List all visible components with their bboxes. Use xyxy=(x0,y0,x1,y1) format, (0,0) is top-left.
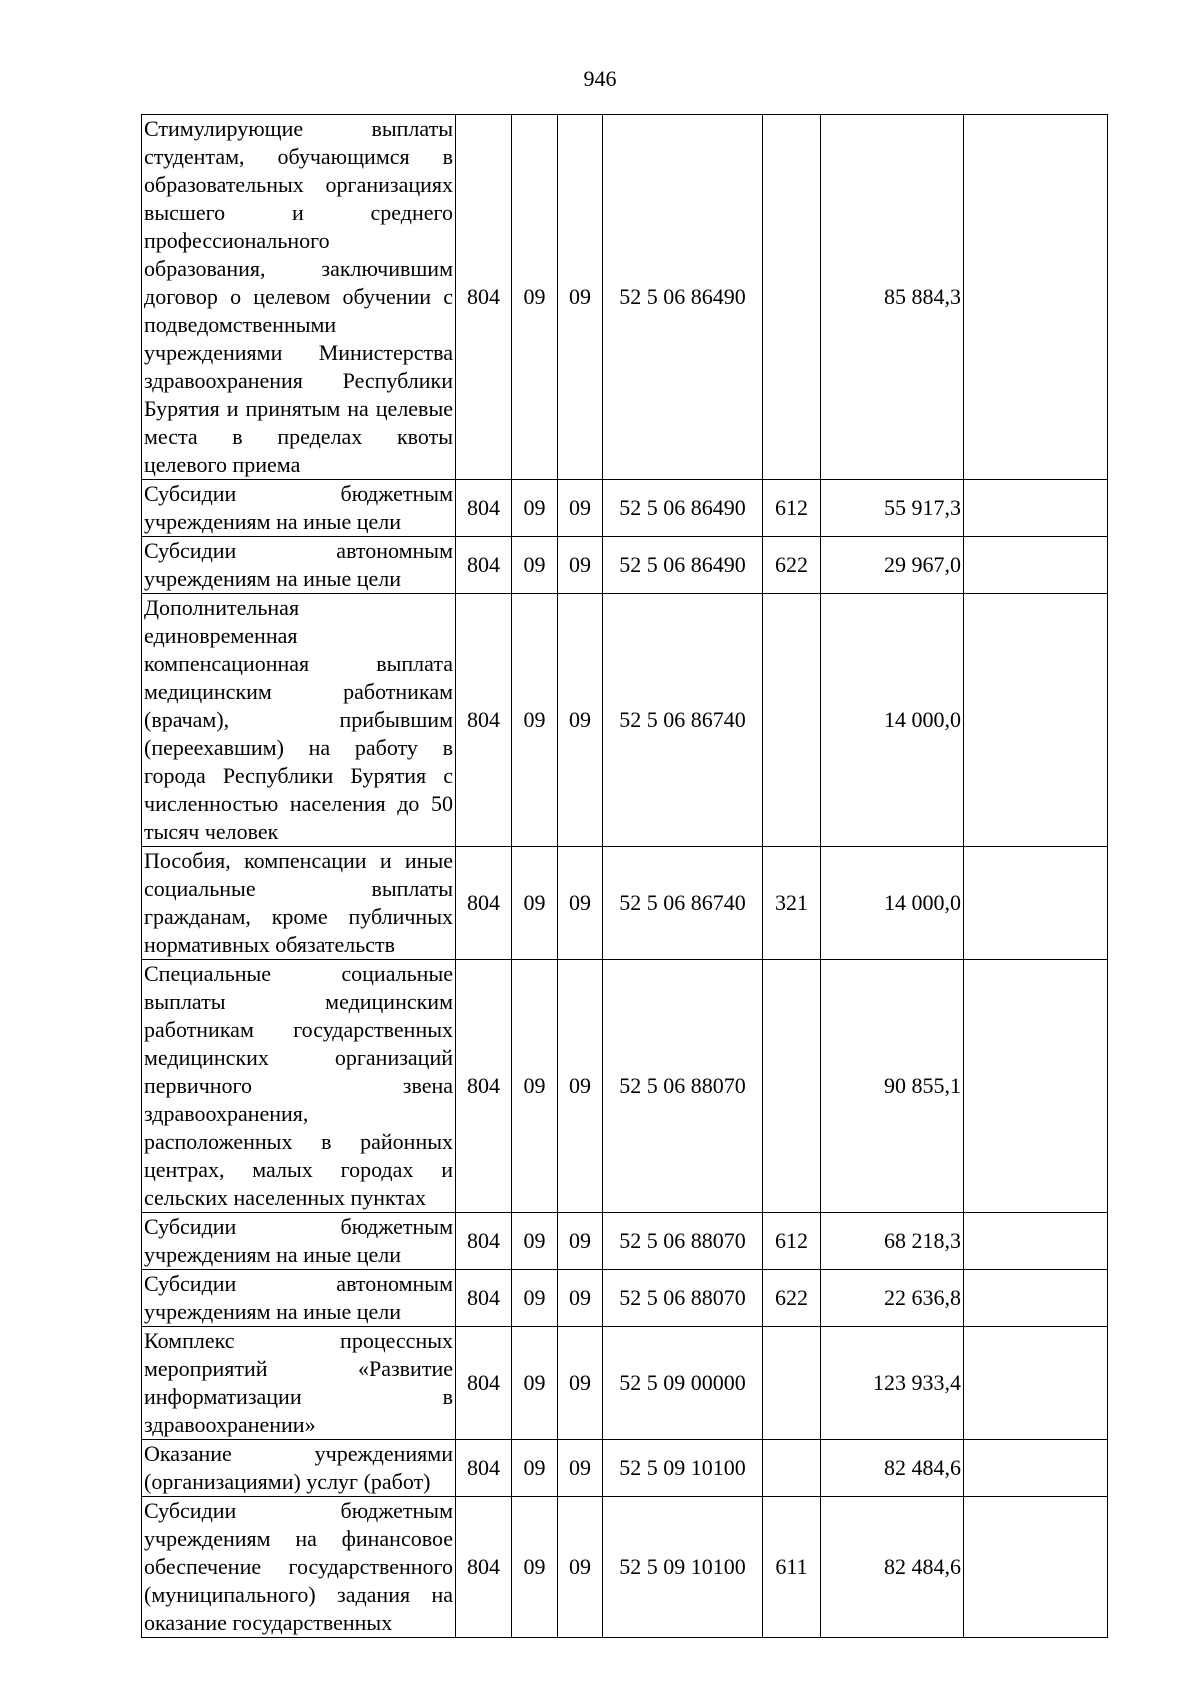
row-type xyxy=(763,960,821,1213)
row-amount: 14 000,0 xyxy=(821,847,964,960)
row-extra xyxy=(964,1327,1108,1440)
row-type: 622 xyxy=(763,537,821,594)
row-extra xyxy=(964,1213,1108,1270)
row-type: 612 xyxy=(763,1213,821,1270)
row-section: 09 xyxy=(512,480,558,537)
row-extra xyxy=(964,847,1108,960)
row-subsection: 09 xyxy=(558,1327,603,1440)
row-amount: 90 855,1 xyxy=(821,960,964,1213)
row-name: Оказание учреждениями (организациями) услуг (работ) xyxy=(142,1440,456,1497)
row-article: 52 5 06 86490 xyxy=(603,115,763,480)
row-subsection: 09 xyxy=(558,480,603,537)
row-extra xyxy=(964,1497,1108,1638)
row-name: Дополнительная единовременная компенсационная выплата медицинским работникам (врачам), прибывшим (переехавшим) на работу в города Республики Бурятия с численностью населения до 50 тысяч человек xyxy=(142,594,456,847)
row-section: 09 xyxy=(512,1440,558,1497)
row-article: 52 5 06 88070 xyxy=(603,1213,763,1270)
row-ministry: 804 xyxy=(456,847,512,960)
table-row xyxy=(142,1497,1108,1638)
row-name: Стимулирующие выплаты студентам, обучающимся в образовательных организациях высшего и среднего профессионального образования, заключившим договор о целевом обучении с подведомственными учреждениями Министерства здравоохранения Республики Бурятия и принятым на целевые места в пределах квоты целевого приема xyxy=(142,115,456,480)
table-row xyxy=(142,960,1108,1213)
row-section: 09 xyxy=(512,1213,558,1270)
row-section: 09 xyxy=(512,1327,558,1440)
row-subsection: 09 xyxy=(558,847,603,960)
row-amount: 14 000,0 xyxy=(821,594,964,847)
row-ministry: 804 xyxy=(456,1327,512,1440)
row-name: Комплекс процессных мероприятий «Развитие информатизации в здравоохранении» xyxy=(142,1327,456,1440)
row-type: 612 xyxy=(763,480,821,537)
row-article: 52 5 06 86490 xyxy=(603,537,763,594)
row-subsection: 09 xyxy=(558,115,603,480)
row-subsection: 09 xyxy=(558,1497,603,1638)
row-subsection: 09 xyxy=(558,1440,603,1497)
row-ministry: 804 xyxy=(456,115,512,480)
row-section: 09 xyxy=(512,537,558,594)
row-extra xyxy=(964,480,1108,537)
row-article: 52 5 06 86490 xyxy=(603,480,763,537)
row-type: 321 xyxy=(763,847,821,960)
row-amount: 85 884,3 xyxy=(821,115,964,480)
row-subsection: 09 xyxy=(558,1213,603,1270)
row-section: 09 xyxy=(512,1497,558,1638)
row-article: 52 5 06 88070 xyxy=(603,960,763,1213)
row-subsection: 09 xyxy=(558,594,603,847)
row-name: Субсидии автономным учреждениям на иные цели xyxy=(142,1270,456,1327)
row-ministry: 804 xyxy=(456,960,512,1213)
row-amount: 82 484,6 xyxy=(821,1440,964,1497)
row-amount: 82 484,6 xyxy=(821,1497,964,1638)
row-ministry: 804 xyxy=(456,537,512,594)
table-row xyxy=(142,1213,1108,1270)
row-article: 52 5 06 86740 xyxy=(603,847,763,960)
row-name: Субсидии бюджетным учреждениям на финансовое обеспечение государственного (муниципального) задания на оказание государственных xyxy=(142,1497,456,1638)
table-row xyxy=(142,847,1108,960)
row-name: Субсидии бюджетным учреждениям на иные цели xyxy=(142,480,456,537)
row-section: 09 xyxy=(512,847,558,960)
row-article: 52 5 09 10100 xyxy=(603,1440,763,1497)
page-number: 946 xyxy=(583,66,617,91)
row-ministry: 804 xyxy=(456,1213,512,1270)
row-amount: 22 636,8 xyxy=(821,1270,964,1327)
row-article: 52 5 06 88070 xyxy=(603,1270,763,1327)
row-amount: 68 218,3 xyxy=(821,1213,964,1270)
row-name: Субсидии автономным учреждениям на иные цели xyxy=(142,537,456,594)
row-extra xyxy=(964,1440,1108,1497)
row-extra xyxy=(964,594,1108,847)
row-ministry: 804 xyxy=(456,1497,512,1638)
row-name: Субсидии бюджетным учреждениям на иные цели xyxy=(142,1213,456,1270)
row-type: 611 xyxy=(763,1497,821,1638)
row-extra xyxy=(964,960,1108,1213)
table-row xyxy=(142,480,1108,537)
row-ministry: 804 xyxy=(456,594,512,847)
row-ministry: 804 xyxy=(456,480,512,537)
row-amount: 123 933,4 xyxy=(821,1327,964,1440)
row-subsection: 09 xyxy=(558,960,603,1213)
table-row xyxy=(142,1327,1108,1440)
row-section: 09 xyxy=(512,115,558,480)
row-section: 09 xyxy=(512,960,558,1213)
row-type xyxy=(763,594,821,847)
row-extra xyxy=(964,1270,1108,1327)
row-article: 52 5 09 10100 xyxy=(603,1497,763,1638)
row-amount: 55 917,3 xyxy=(821,480,964,537)
row-subsection: 09 xyxy=(558,1270,603,1327)
row-section: 09 xyxy=(512,1270,558,1327)
table-row xyxy=(142,594,1108,847)
table-row xyxy=(142,1270,1108,1327)
table-row xyxy=(142,1440,1108,1497)
row-type: 622 xyxy=(763,1270,821,1327)
row-type xyxy=(763,115,821,480)
row-ministry: 804 xyxy=(456,1270,512,1327)
row-article: 52 5 09 00000 xyxy=(603,1327,763,1440)
row-amount: 29 967,0 xyxy=(821,537,964,594)
row-name: Специальные социальные выплаты медицинским работникам государственных медицинских организаций первичного звена здравоохранения, расположенных в районных центрах, малых городах и сельских населенных пунктах xyxy=(142,960,456,1213)
row-type xyxy=(763,1327,821,1440)
row-type xyxy=(763,1440,821,1497)
row-subsection: 09 xyxy=(558,537,603,594)
row-section: 09 xyxy=(512,594,558,847)
table-row xyxy=(142,115,1108,480)
budget-table xyxy=(141,114,1108,1638)
table-row xyxy=(142,537,1108,594)
row-extra xyxy=(964,537,1108,594)
row-name: Пособия, компенсации и иные социальные выплаты гражданам, кроме публичных нормативных обязательств xyxy=(142,847,456,960)
row-extra xyxy=(964,115,1108,480)
row-ministry: 804 xyxy=(456,1440,512,1497)
row-article: 52 5 06 86740 xyxy=(603,594,763,847)
